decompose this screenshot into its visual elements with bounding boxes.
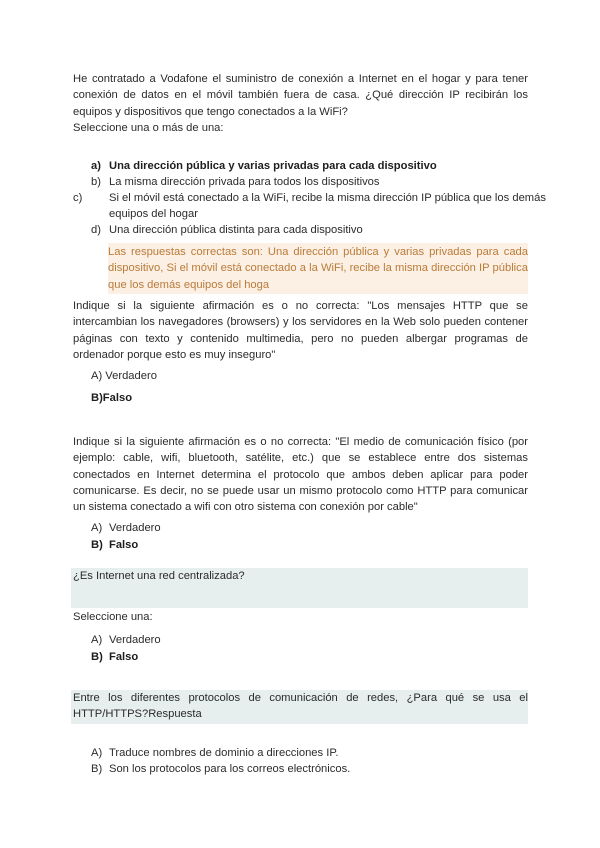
q4-question-panel xyxy=(71,568,528,608)
q4-option-b-label: B) xyxy=(91,651,103,663)
q2-option-b[interactable]: B)Falso xyxy=(91,392,133,404)
q4-option-a-label: A) xyxy=(91,634,103,646)
q3-question: Indique si la siguiente afirmación es o no correcta: "El medio de comunicación físico (por ejemplo: cable, wifi, bluetooth, satélite, etc.) que se establece entre dos sistemas conectados en Internet determina el protocolo que ambos deben aplicar para poder comunicarse. Es decir, no se puede usar un mismo protocolo como HTTP para comunicar un sistema conectado a wifi con otro sistema con conexión por cable" xyxy=(73,436,528,514)
q4-option-b-text: Falso xyxy=(109,651,139,663)
q3-option-a-label: A) xyxy=(91,522,103,534)
q5-option-b-text: Son los protocolos para los correos electrónicos. xyxy=(109,763,351,775)
q5-option-a-label: A) xyxy=(91,747,103,759)
q3-option-a-text: Verdadero xyxy=(109,522,161,534)
q5-question: Entre los diferentes protocolos de comunicación de redes, ¿Para qué se usa el HTTP/HTTPS?Respuesta xyxy=(71,690,528,724)
q3-option-b[interactable] xyxy=(91,537,528,553)
q2-question: Indique si la siguiente afirmación es o no correcta: "Los mensajes HTTP que se intercambian los navegadores (browsers) y los servidores en la Web solo pueden contener páginas con texto y contenido multimedia, pero no pueden albergar programas de ordenador porque esto es muy inseguro" xyxy=(73,300,528,361)
q4-instruction: Seleccione una: xyxy=(73,611,153,623)
q4-option-b[interactable] xyxy=(91,649,528,665)
q4-option-a[interactable] xyxy=(91,632,528,648)
q1-correct-answer-feedback: Las respuestas correctas son: Una dirección pública y varias privadas para cada dispositivo, Si el móvil está conectado a la WiFi, recibe la misma dirección IP pública que los demás equipos del hoga xyxy=(108,243,528,294)
q1-option-b-text: La misma dirección privada para todos los dispositivos xyxy=(109,176,380,188)
q1-option-d[interactable] xyxy=(91,222,528,238)
q1-question: He contratado a Vodafone el suministro de conexión a Internet en el hogar y para tener conexión de datos en el móvil también fuera de casa. ¿Qué dirección IP recibirán los equipos y dispositivos que tengo conectados a la WiFi? xyxy=(73,73,528,118)
q1-option-c-label: c) xyxy=(73,192,83,204)
q1-option-c-text: Si el móvil está conectado a la WiFi, recibe la misma dirección IP pública que los demás equipos del hogar xyxy=(109,192,546,221)
q1-option-b[interactable] xyxy=(91,174,528,190)
q5-option-b[interactable] xyxy=(91,761,528,777)
q1-instruction: Seleccione una o más de una: xyxy=(73,122,224,134)
q5-option-a-text: Traduce nombres de dominio a direcciones IP. xyxy=(109,747,339,759)
q1-option-a-label: a) xyxy=(91,160,101,172)
q4-question: ¿Es Internet una red centralizada? xyxy=(73,570,245,582)
q4-option-a-text: Verdadero xyxy=(109,634,161,646)
q2-option-a[interactable]: A) Verdadero xyxy=(91,370,157,382)
q5-option-a[interactable] xyxy=(91,745,528,761)
q1-option-c[interactable] xyxy=(73,190,546,223)
q1-option-d-text: Una dirección pública distinta para cada dispositivo xyxy=(109,224,363,236)
q3-option-a[interactable] xyxy=(91,520,528,536)
q1-option-a[interactable] xyxy=(91,158,528,174)
q1-option-a-text: Una dirección pública y varias privadas para cada dispositivo xyxy=(109,160,437,172)
q3-option-b-text: Falso xyxy=(109,539,139,551)
q1-option-d-label: d) xyxy=(91,224,101,236)
q1-option-b-label: b) xyxy=(91,176,101,188)
q3-option-b-label: B) xyxy=(91,539,103,551)
q5-option-b-label: B) xyxy=(91,763,103,775)
